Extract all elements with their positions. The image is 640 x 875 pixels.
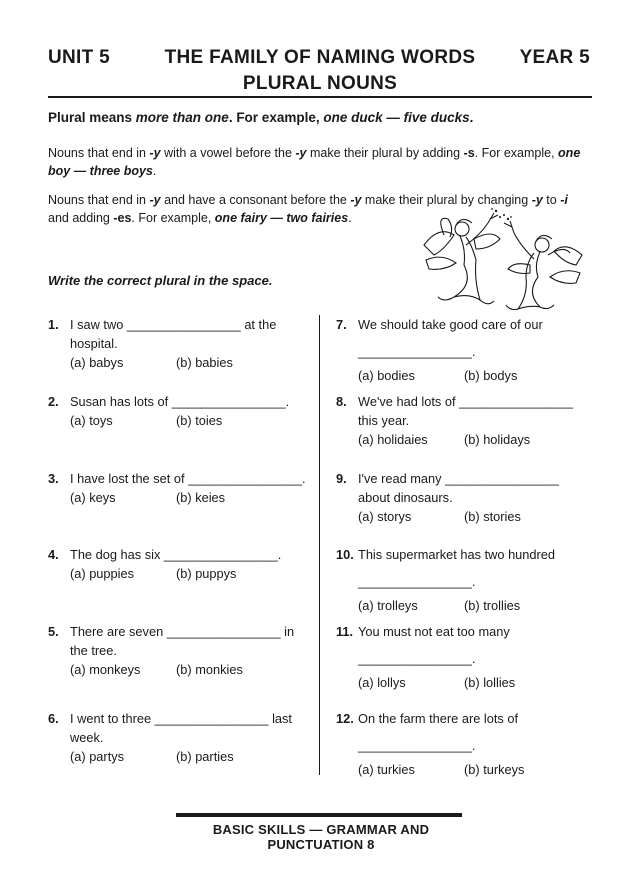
option-b: (b) parties	[176, 749, 234, 764]
option-a: (a) bodies	[358, 368, 415, 383]
question-text-line2: about dinosaurs.	[358, 490, 453, 505]
option-b: (b) keies	[176, 490, 226, 505]
question-text-line2: the tree.	[70, 643, 117, 658]
footer-text: BASIC SKILLS — GRAMMAR AND PUNCTUATION 8	[212, 822, 430, 852]
question-number: 8.	[336, 394, 347, 409]
question-text-line2: ________________.	[358, 738, 476, 753]
question-text-line2: ________________.	[358, 651, 476, 666]
question-text: We should take good care of our	[358, 317, 543, 332]
question-text-line2: ________________.	[358, 574, 476, 589]
option-b: (b) stories	[464, 509, 521, 524]
question-text-line2: week.	[70, 730, 104, 745]
question-number: 11.	[336, 624, 354, 639]
question-number: 10.	[336, 547, 354, 562]
question-text: I have lost the set of ________________.	[70, 471, 306, 486]
question-number: 7.	[336, 317, 347, 332]
option-a: (a) partys	[70, 749, 125, 764]
question-number: 6.	[48, 711, 59, 726]
question-text-line2: this year.	[358, 413, 410, 428]
option-b: (b) puppys	[176, 566, 237, 581]
option-a: (a) trolleys	[358, 598, 418, 613]
unit-label: UNIT 5	[48, 47, 110, 68]
question-text: The dog has six ________________.	[70, 547, 282, 562]
question-text: On the farm there are lots of	[358, 711, 519, 726]
option-a: (a) babys	[70, 355, 124, 370]
question-text: There are seven ________________ in	[70, 624, 295, 639]
page-title: THE FAMILY OF NAMING WORDS	[164, 47, 476, 68]
question-number: 3.	[48, 471, 59, 486]
question-number: 9.	[336, 471, 347, 486]
question-number: 1.	[48, 317, 59, 332]
page-subtitle: PLURAL NOUNS	[242, 73, 398, 94]
question-text: I've read many ________________	[358, 471, 559, 486]
question-text: This supermarket has two hundred	[358, 547, 556, 562]
option-a: (a) toys	[70, 413, 113, 428]
option-a: (a) monkeys	[70, 662, 141, 677]
option-b: (b) bodys	[464, 368, 518, 383]
option-a: (a) keys	[70, 490, 116, 505]
intro-text: Plural means more than one. For example, one duck — five ducks.	[48, 110, 474, 125]
option-a: (a) turkies	[358, 762, 415, 777]
question-number: 2.	[48, 394, 59, 409]
rule-paragraph-2: Nouns that end in -y and have a consonant before the -y make their plural by changing -y to -i and adding -es. For example, one fairy — two fairies.	[48, 193, 568, 225]
option-b: (b) trollies	[464, 598, 521, 613]
question-text-line2: ________________.	[358, 344, 476, 359]
option-b: (b) holidays	[464, 432, 531, 447]
rule-paragraph-1: Nouns that end in -y with a vowel before the -y make their plural by adding -s. For example, one boy — three boys.	[48, 146, 581, 178]
question-number: 12.	[336, 711, 354, 726]
option-b: (b) monkies	[176, 662, 243, 677]
option-b: (b) babies	[176, 355, 233, 370]
question-text: We've had lots of ________________	[358, 394, 573, 409]
option-a: (a) lollys	[358, 675, 406, 690]
option-b: (b) toies	[176, 413, 223, 428]
question-text-line2: hospital.	[70, 336, 118, 351]
question-number: 4.	[48, 547, 59, 562]
option-a: (a) puppies	[70, 566, 135, 581]
year-label: YEAR 5	[519, 47, 590, 68]
instruction: Write the correct plural in the space.	[48, 273, 273, 288]
footer-bar	[176, 813, 462, 817]
question-number: 5.	[48, 624, 59, 639]
header-rule	[48, 96, 592, 98]
question-text: You must not eat too many	[358, 624, 510, 639]
fairies-illustration	[414, 205, 592, 311]
option-b: (b) lollies	[464, 675, 516, 690]
question-text: I went to three ________________ last	[70, 711, 292, 726]
option-a: (a) holidaies	[358, 432, 428, 447]
column-divider	[319, 315, 320, 775]
option-b: (b) turkeys	[464, 762, 525, 777]
question-text: I saw two ________________ at the	[70, 317, 277, 332]
question-text: Susan has lots of ________________.	[70, 394, 290, 409]
option-a: (a) storys	[358, 509, 412, 524]
